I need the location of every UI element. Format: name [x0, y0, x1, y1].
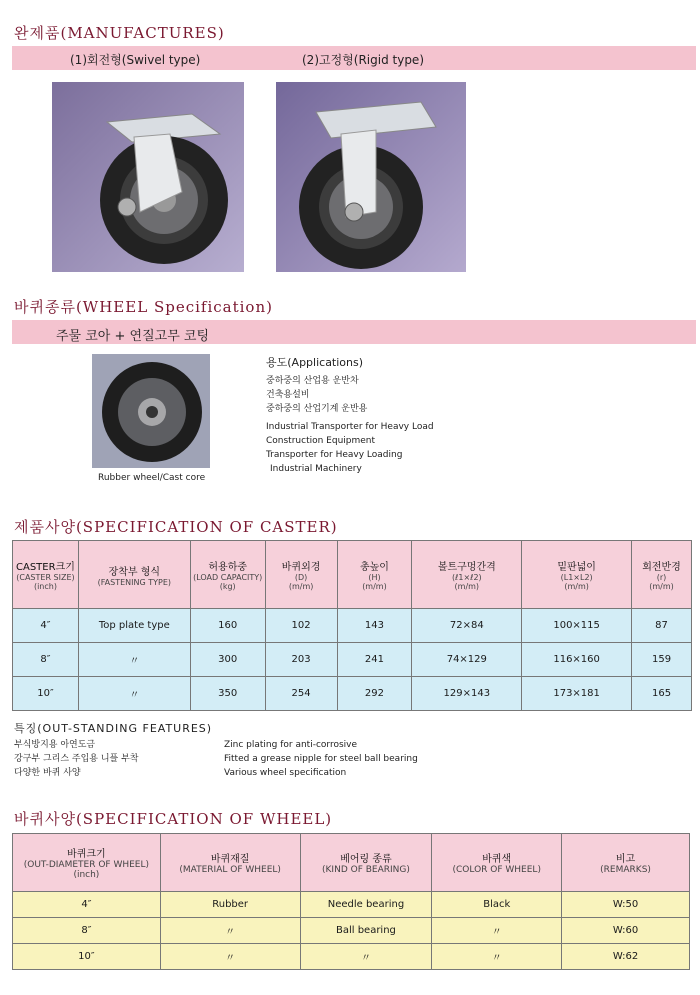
wheel-table-title: 바퀴사양(SPECIFICATION OF WHEEL)	[14, 810, 333, 828]
application-ko-item: 중하중의 산업용 운반차	[266, 376, 359, 386]
table-row	[13, 643, 692, 677]
table-cell: 300	[190, 643, 265, 677]
wheel-spec-bar	[12, 320, 696, 344]
caster-spec-table	[12, 540, 692, 711]
application-en-item: Transporter for Heavy Loading	[266, 450, 403, 460]
header-cell: CASTER크기 (CASTER SIZE) (inch)	[13, 541, 79, 609]
header-cell: 비고 (REMARKS)	[562, 834, 690, 892]
table-cell: 102	[265, 609, 337, 643]
table-cell: 87	[632, 609, 692, 643]
table-row	[13, 918, 690, 944]
table-cell: 254	[265, 677, 337, 711]
header-cell: 바퀴크기 (OUT-DIAMETER OF WHEEL) (inch)	[13, 834, 161, 892]
table-cell: 159	[632, 643, 692, 677]
feature-en-item: Zinc plating for anti-corrosive	[224, 740, 358, 750]
applications-ko-list	[266, 374, 367, 416]
table-cell: 〃	[432, 918, 562, 944]
table-cell: 100×115	[522, 609, 632, 643]
table-cell: 292	[337, 677, 412, 711]
table-cell: 241	[337, 643, 412, 677]
header-cell: 장착부 형식 (FASTENING TYPE)	[78, 541, 190, 609]
table-cell: 350	[190, 677, 265, 711]
table-cell: 8″	[13, 643, 79, 677]
feature-ko-item: 강구부 그리스 주입용 니플 부착	[14, 754, 139, 764]
manufactures-title: 완제품(MANUFACTURES)	[14, 24, 225, 42]
table-cell: 〃	[160, 944, 300, 970]
header-cell: 바퀴재질 (MATERIAL OF WHEEL)	[160, 834, 300, 892]
wheel-spec-title: 바퀴종류(WHEEL Specification)	[14, 298, 273, 316]
application-en-item: Construction Equipment	[266, 436, 376, 446]
feature-ko-item: 다양한 바퀴 사양	[14, 768, 81, 778]
table-cell: 4″	[13, 609, 79, 643]
table-cell: 203	[265, 643, 337, 677]
table-cell: Black	[432, 892, 562, 918]
table-cell: W:60	[562, 918, 690, 944]
features-ko-list	[14, 738, 138, 780]
wheel-table-header	[13, 834, 690, 892]
application-ko-item: 건축용설비	[266, 390, 310, 400]
rigid-caster-photo	[276, 82, 466, 272]
table-cell: 74×129	[412, 643, 522, 677]
table-cell: 4″	[13, 892, 161, 918]
table-cell: 〃	[78, 677, 190, 711]
wheel-photo	[92, 354, 210, 468]
table-cell: 〃	[300, 944, 432, 970]
table-row	[13, 677, 692, 711]
applications-title: 용도(Applications)	[266, 356, 364, 369]
application-ko-item: 중하중의 산업기계 운반용	[266, 404, 368, 414]
wheel-spec-subtitle: 주물 코아 + 연질고무 코팅	[56, 329, 210, 344]
table-cell: 160	[190, 609, 265, 643]
rigid-type-label: (2)고정형(Rigid type)	[302, 53, 424, 67]
header-cell: 회전반경 (r) (m/m)	[632, 541, 692, 609]
table-cell: 〃	[432, 944, 562, 970]
table-cell: W:50	[562, 892, 690, 918]
table-cell: 129×143	[412, 677, 522, 711]
header-cell: 바퀴외경 (D) (m/m)	[265, 541, 337, 609]
table-row	[13, 944, 690, 970]
feature-en-item: Fitted a grease nipple for steel ball bearing	[224, 754, 418, 764]
features-title: 특징(OUT-STANDING FEATURES)	[14, 722, 213, 735]
feature-ko-item: 부식방지용 아연도금	[14, 740, 96, 750]
application-en-item: Industrial Transporter for Heavy Load	[266, 422, 434, 432]
wheel-caption: Rubber wheel/Cast core	[98, 473, 206, 483]
header-cell: 총높이 (H) (m/m)	[337, 541, 412, 609]
table-cell: Top plate type	[78, 609, 190, 643]
header-cell: 볼트구멍간격 (ℓ1×ℓ2) (m/m)	[412, 541, 522, 609]
caster-table-header	[13, 541, 692, 609]
table-cell: 165	[632, 677, 692, 711]
table-cell: W:62	[562, 944, 690, 970]
header-cell: 허용하중 (LOAD CAPACITY) (kg)	[190, 541, 265, 609]
applications-en-list	[266, 420, 434, 476]
header-cell: 밑판넓이 (L1×L2) (m/m)	[522, 541, 632, 609]
table-cell: 10″	[13, 944, 161, 970]
table-cell: 10″	[13, 677, 79, 711]
header-cell: 바퀴색 (COLOR OF WHEEL)	[432, 834, 562, 892]
table-cell: 8″	[13, 918, 161, 944]
table-cell: 143	[337, 609, 412, 643]
table-cell: 72×84	[412, 609, 522, 643]
header-cell: 베어링 종류 (KIND OF BEARING)	[300, 834, 432, 892]
manufactures-bar	[12, 46, 696, 70]
caster-spec-title: 제품사양(SPECIFICATION OF CASTER)	[14, 518, 338, 536]
feature-en-item: Various wheel specification	[224, 768, 347, 778]
features-en-list	[224, 738, 418, 780]
table-cell: Needle bearing	[300, 892, 432, 918]
table-cell: Rubber	[160, 892, 300, 918]
table-cell: Ball bearing	[300, 918, 432, 944]
wheel-spec-table	[12, 833, 690, 970]
table-cell: 〃	[160, 918, 300, 944]
application-en-item: Industrial Machinery	[270, 464, 362, 474]
table-cell: 173×181	[522, 677, 632, 711]
swivel-type-label: (1)회전형(Swivel type)	[70, 53, 201, 67]
table-row	[13, 609, 692, 643]
swivel-caster-photo	[52, 82, 244, 272]
table-cell: 〃	[78, 643, 190, 677]
table-row	[13, 892, 690, 918]
table-cell: 116×160	[522, 643, 632, 677]
